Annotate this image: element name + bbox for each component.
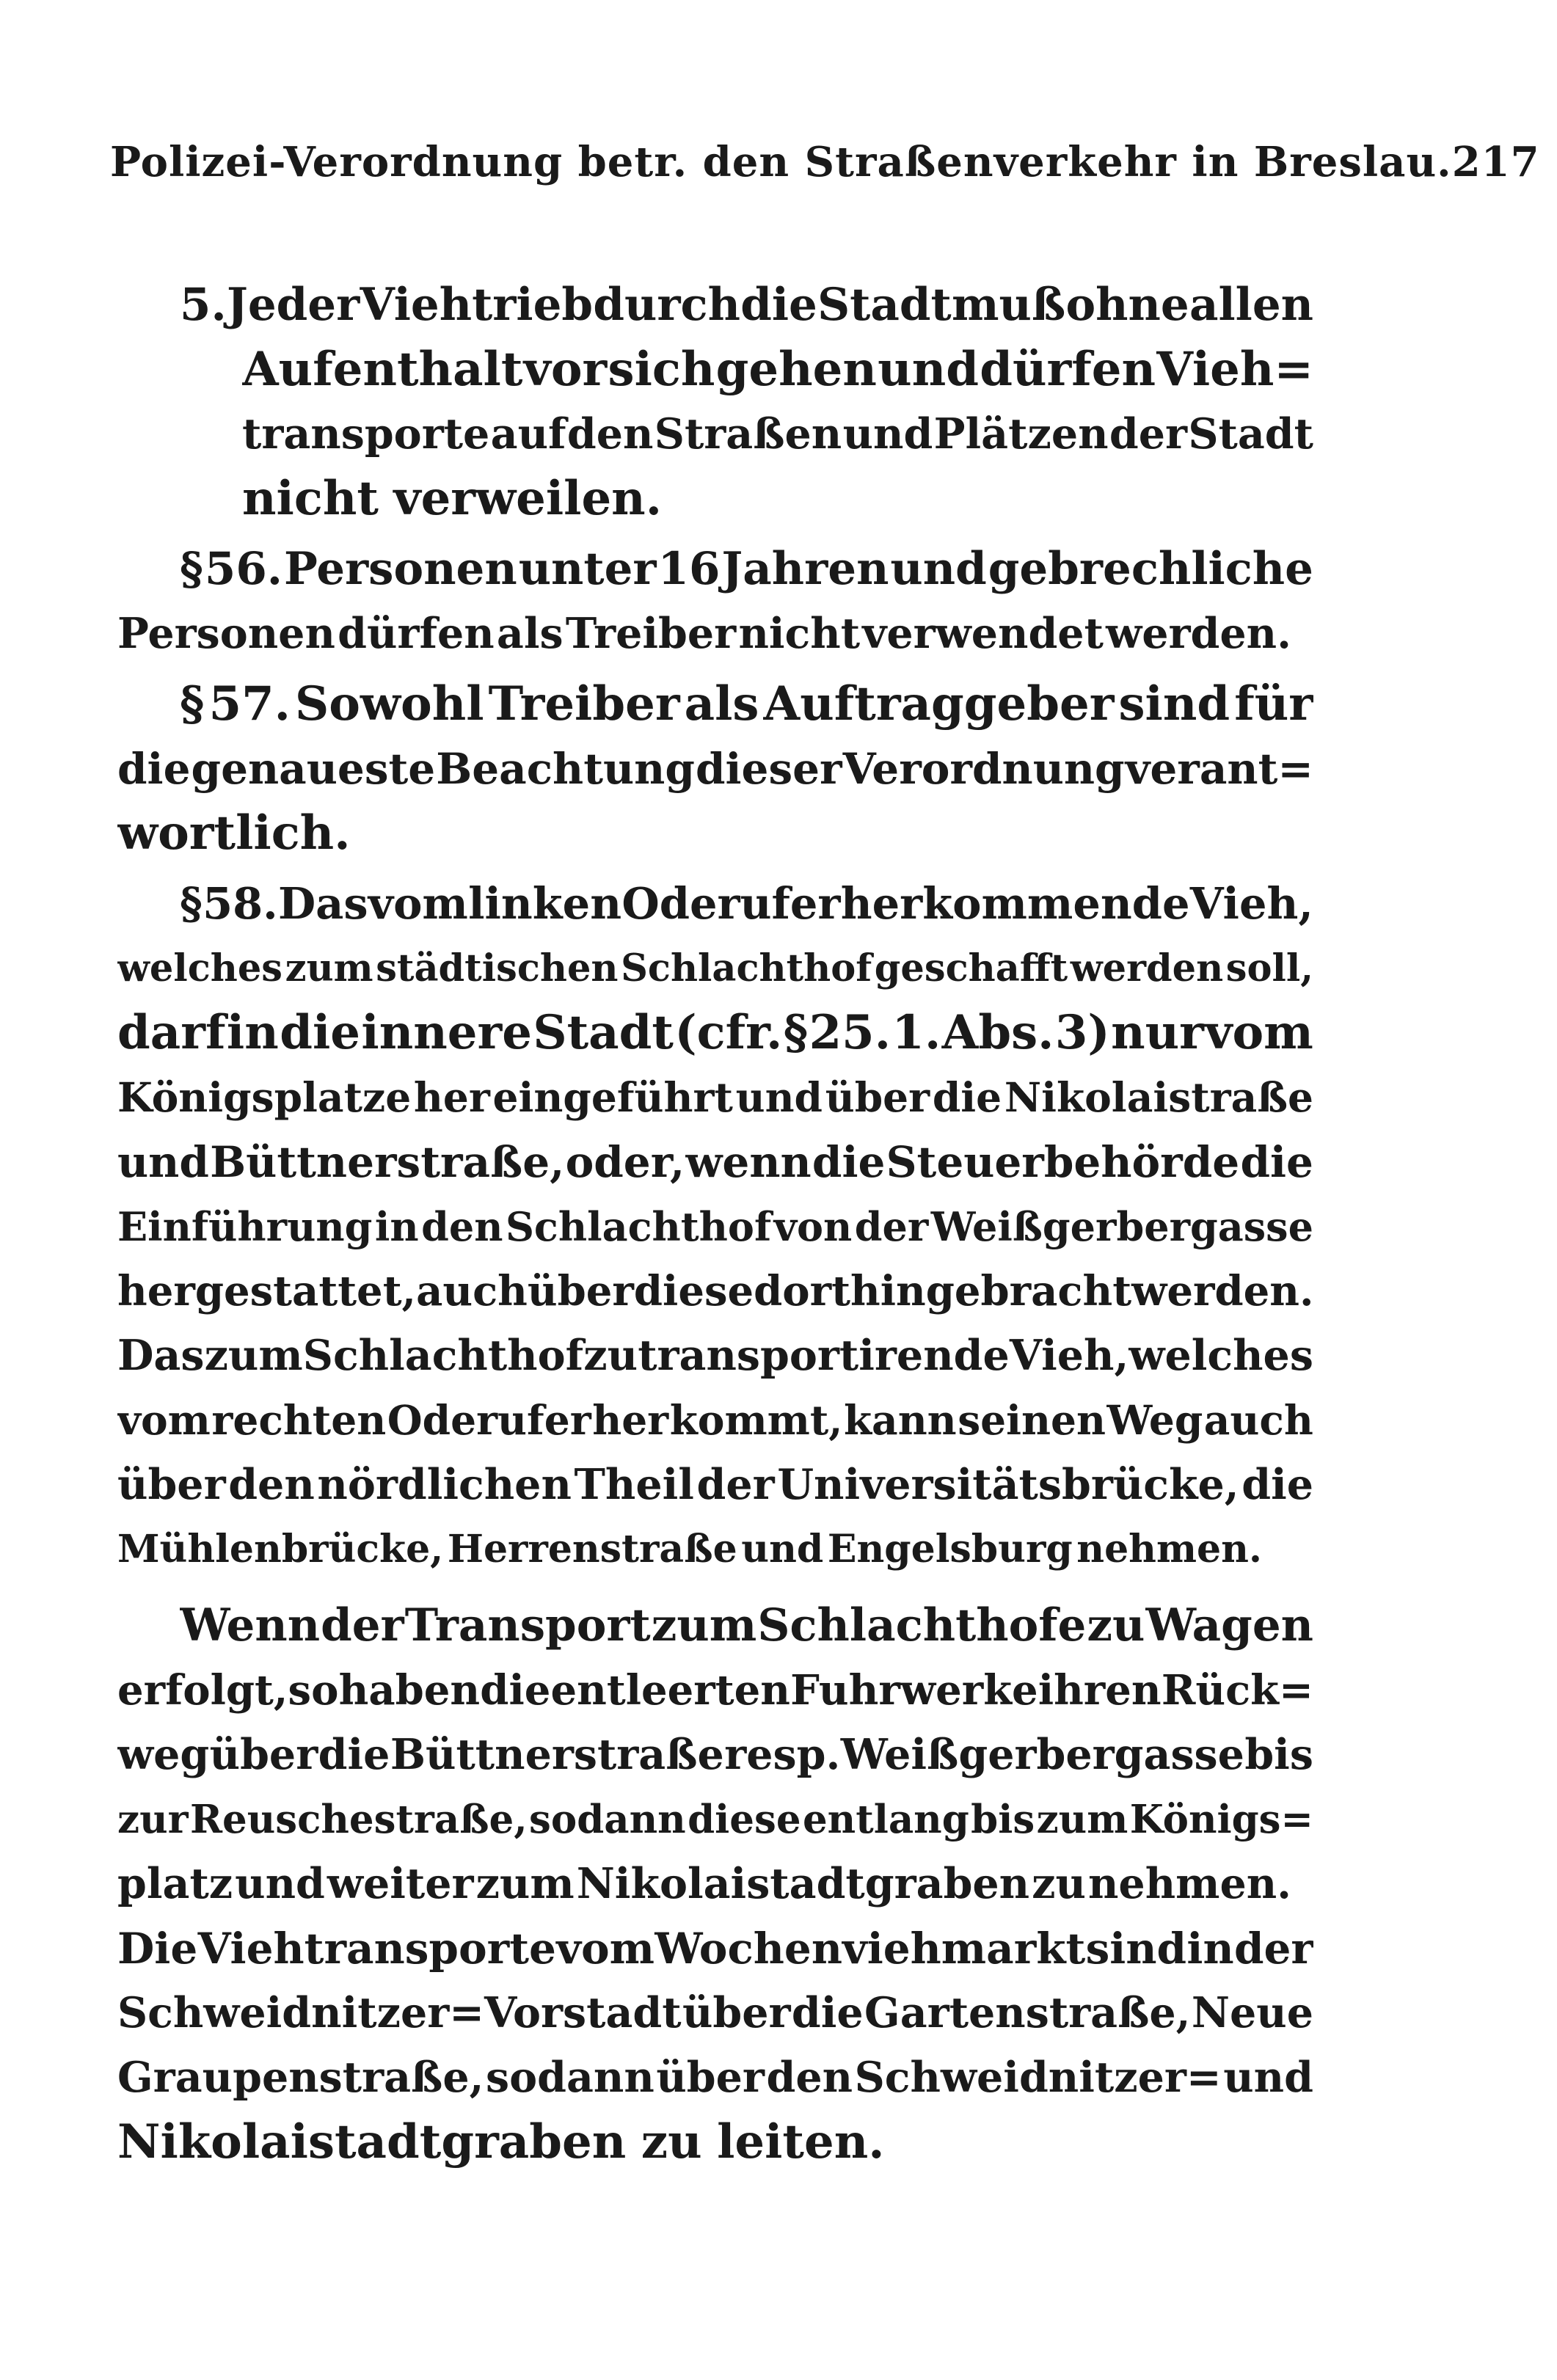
word: werden. (1131, 1267, 1313, 1315)
word: städtischen (376, 946, 619, 990)
word: Verordnung (842, 744, 1125, 794)
text-line (117, 2110, 1313, 2175)
word: zum (204, 1331, 303, 1380)
word: entlang (802, 1797, 969, 1842)
word: Neue (1191, 1988, 1313, 2037)
text-line (117, 1130, 1313, 1194)
word: gebracht (925, 1267, 1132, 1315)
word: sind (1085, 1924, 1187, 1974)
word: zu (641, 2114, 702, 2169)
word: nicht (738, 609, 861, 658)
word: Treiber (565, 609, 737, 658)
text-line (117, 801, 1313, 866)
word: weiter (327, 1859, 474, 1908)
word: vom (117, 1396, 211, 1444)
word: in (226, 1005, 279, 1060)
text-line (117, 1981, 1313, 2045)
word: der (1233, 1924, 1313, 1974)
word: eingeführt (492, 1073, 733, 1121)
word: Engelsburg (827, 1527, 1073, 1572)
text-line (180, 537, 1313, 602)
word: 3) (1054, 1005, 1110, 1060)
word: Oderufer (621, 878, 841, 929)
word: § (180, 878, 203, 929)
word: nehmen. (1076, 1527, 1262, 1572)
word: Schweidnitzer= (854, 2053, 1222, 2102)
word: linken (468, 878, 622, 929)
word: über (209, 1730, 318, 1779)
word: Plätzen (933, 409, 1109, 459)
word: gehen (715, 342, 877, 397)
word: die (280, 1005, 360, 1060)
word: 56. (204, 543, 283, 595)
word: und (890, 543, 987, 595)
word: Herrenstraße (447, 1527, 737, 1572)
word: zu (1087, 1599, 1145, 1651)
word: Stadt (1188, 409, 1313, 459)
word: Steuerbehörde (886, 1137, 1240, 1187)
word: welches (117, 946, 283, 990)
word: ohne (1065, 279, 1189, 331)
word: wenn (685, 1137, 812, 1187)
word: Theil (574, 1460, 694, 1509)
word: Personen (117, 609, 335, 658)
word: der (696, 1460, 775, 1509)
word: dürfen (338, 609, 495, 658)
word: rechten (211, 1396, 387, 1444)
word: Weg (1106, 1396, 1203, 1444)
word: oder, (565, 1137, 685, 1187)
word: sodann (529, 1797, 686, 1842)
page-number: 217 (1451, 138, 1540, 186)
word: Treiber (488, 676, 680, 731)
word: Schlachthof (621, 946, 872, 990)
word: Nikolaistraße (1004, 1073, 1313, 1121)
word: Gartenstraße, (864, 1988, 1191, 2037)
word: haben (338, 1666, 481, 1715)
word: darf (117, 1005, 226, 1060)
word: vom (1205, 1005, 1313, 1060)
word: entleerten (550, 1666, 790, 1715)
word: Aufenthalt (242, 342, 523, 397)
word: (cfr. (674, 1005, 783, 1060)
word: Universitätsbrücke, (777, 1460, 1239, 1509)
word: her (592, 1396, 669, 1444)
word: Auftraggeber (763, 676, 1115, 731)
word: Nikolaistadtgraben (117, 2114, 627, 2169)
text-line (180, 273, 1313, 337)
word: 57. (208, 676, 291, 731)
word: § (783, 1005, 809, 1060)
text-line (117, 1324, 1313, 1388)
word: verweilen. (393, 471, 662, 526)
word: Beachtung (436, 744, 695, 794)
word: sich (608, 342, 715, 397)
word: Nikolaistadtgraben (576, 1859, 1030, 1908)
word: Weißgerbergasse (840, 1730, 1244, 1779)
word: herkommende (840, 878, 1190, 929)
word: Stadt (533, 1005, 674, 1060)
word: zu (583, 1331, 638, 1380)
word: Wochenviehmarkt (654, 1924, 1086, 1974)
word: vom (368, 878, 468, 929)
word: Das (277, 878, 368, 929)
word: die (480, 1666, 551, 1715)
word: erfolgt, (117, 1666, 288, 1715)
word: den (566, 409, 654, 459)
word: Vieh, (1189, 878, 1313, 929)
word: zum (285, 946, 373, 990)
word: die (318, 1730, 390, 1779)
word: ihren (1038, 1666, 1162, 1715)
word: soll, (1225, 946, 1313, 990)
word: kann (843, 1396, 957, 1444)
word: für (1234, 676, 1313, 731)
word: Königs= (1129, 1797, 1313, 1842)
word: und (735, 1073, 823, 1121)
word: Oderufer (387, 1396, 591, 1444)
text-line (117, 2045, 1313, 2110)
word: Weißgerbergasse (930, 1203, 1313, 1250)
word: und (1223, 2053, 1313, 2102)
word: vom (556, 1924, 655, 1974)
word: platz (117, 1859, 233, 1908)
word: bis (971, 1797, 1035, 1842)
word: Transport (404, 1599, 651, 1651)
word: Einführung (117, 1203, 373, 1250)
word: und (842, 409, 933, 459)
word: über (825, 1073, 930, 1121)
word: Wagen (1145, 1599, 1313, 1651)
word: die (812, 1137, 886, 1187)
word: seinen (958, 1396, 1106, 1444)
word: so (288, 1666, 339, 1715)
word: § (180, 676, 205, 731)
word: und (878, 342, 979, 397)
word: Mühlenbrücke, (117, 1527, 444, 1572)
word: Jahren (721, 543, 889, 595)
word: von (773, 1203, 853, 1250)
word: welches (1128, 1331, 1313, 1380)
word: zu (1032, 1859, 1086, 1908)
word: resp. (724, 1730, 841, 1779)
word: Vieh, (1009, 1331, 1129, 1380)
word: Schlachthof (302, 1331, 584, 1380)
text-line (117, 737, 1313, 801)
word: auf (490, 409, 566, 459)
word: geschafft (874, 946, 1068, 990)
word: in (1186, 1924, 1234, 1974)
word: über (656, 2053, 765, 2102)
word: gestattet, (194, 1267, 417, 1315)
word: als (496, 609, 564, 658)
word: gebrechliche (988, 543, 1313, 595)
word: nicht (242, 471, 379, 526)
word: verwendet (862, 609, 1104, 658)
word: Das (117, 1331, 205, 1380)
text-line (117, 1065, 1313, 1130)
running-title: Polizei-Verordnung betr. den Straßenverkehr in Breslau. (110, 138, 1452, 186)
word: Abs. (941, 1005, 1054, 1060)
word: Reuschestraße, (189, 1797, 528, 1842)
word: zum (475, 1859, 575, 1908)
word: auch (1203, 1396, 1313, 1444)
word: § (180, 543, 203, 595)
word: Schlachthof (505, 1203, 772, 1250)
word: werden. (1106, 609, 1291, 658)
word: leiten. (717, 2114, 885, 2169)
word: die (791, 1988, 864, 2037)
word: diese (633, 1267, 754, 1315)
text-line (117, 1517, 1262, 1582)
word: Personen (284, 543, 517, 595)
text-line (117, 1852, 1291, 1916)
word: diese (688, 1797, 801, 1842)
word: sodann (486, 2053, 654, 2102)
word: und (117, 1137, 209, 1187)
text-line (117, 602, 1291, 666)
word: dürfen (980, 342, 1156, 397)
word: über (117, 1460, 226, 1509)
word: Graupenstraße, (117, 2053, 484, 2102)
word: wortlich. (117, 806, 351, 861)
word: transporte (242, 409, 490, 459)
text-line (117, 1787, 1313, 1852)
word: weg (117, 1730, 210, 1779)
word: nehmen. (1087, 1859, 1291, 1908)
word: die (1241, 1460, 1313, 1509)
word: genaueste (191, 744, 436, 794)
word: Büttnerstraße, (210, 1137, 565, 1187)
word: her (117, 1267, 195, 1315)
word: und (741, 1527, 824, 1572)
text-line (180, 872, 1313, 936)
word: Büttnerstraße (390, 1730, 724, 1779)
word: her (413, 1073, 490, 1121)
text-line (117, 1388, 1313, 1453)
word: 16 (657, 543, 721, 595)
word: durch (593, 279, 740, 331)
word: werden (1070, 946, 1224, 990)
word: die (932, 1073, 1002, 1121)
word: den (766, 2053, 853, 2102)
word: Fuhrwerke (790, 1666, 1038, 1715)
word: Wenn (180, 1599, 321, 1651)
word: Schweidnitzer=Vorstadt (117, 1988, 682, 2037)
word: und (235, 1859, 325, 1908)
word: bis (1244, 1730, 1313, 1779)
word: Vieh= (1156, 342, 1313, 397)
word: nördlichen (317, 1460, 572, 1509)
word: Jeder (226, 279, 360, 331)
word: Königsplatze (117, 1073, 412, 1121)
word: die (117, 744, 191, 794)
word: den (421, 1203, 503, 1250)
word: Stadt (817, 279, 952, 331)
word: die (740, 279, 817, 331)
word: 25. (809, 1005, 891, 1060)
word: muß (951, 279, 1066, 331)
word: zum (1036, 1797, 1128, 1842)
word: dorthin (754, 1267, 926, 1315)
word: Die (117, 1924, 198, 1974)
word: 5. (180, 279, 227, 331)
text-line (117, 1658, 1313, 1723)
text-line (180, 672, 1313, 737)
word: dieser (695, 744, 842, 794)
word: über (527, 1267, 634, 1315)
word: der (1109, 409, 1188, 459)
word: Viehtransporte (197, 1924, 556, 1974)
word: allen (1189, 279, 1313, 331)
word: vor (523, 342, 608, 397)
word: die (1240, 1137, 1313, 1187)
word: Viehtrieb (360, 279, 594, 331)
word: kommt, (669, 1396, 843, 1444)
text-line (242, 402, 1313, 467)
word: verant= (1125, 744, 1313, 794)
text-line (117, 1723, 1313, 1787)
word: unter (518, 543, 657, 595)
word: transportirende (638, 1331, 1010, 1380)
word: auch (416, 1267, 528, 1315)
text-line (242, 467, 1313, 531)
word: Straßen (654, 409, 842, 459)
word: als (684, 676, 759, 731)
word: 58. (203, 878, 278, 929)
word: in (374, 1203, 419, 1250)
word: zum (651, 1599, 757, 1651)
word: zur (117, 1797, 189, 1842)
text-line (117, 936, 1313, 1001)
text-line (117, 1453, 1313, 1517)
word: innere (361, 1005, 532, 1060)
word: über (682, 1988, 791, 2037)
text-line (117, 1001, 1313, 1065)
word: der (854, 1203, 929, 1250)
word: den (228, 1460, 315, 1509)
word: der (321, 1599, 404, 1651)
text-line (117, 1916, 1313, 1981)
text-line (180, 1594, 1313, 1658)
text-line (117, 1259, 1313, 1324)
text-line (117, 1194, 1313, 1259)
word: nur (1111, 1005, 1204, 1060)
word: 1. (891, 1005, 941, 1060)
word: Sowohl (295, 676, 484, 731)
word: Rück= (1161, 1666, 1313, 1715)
word: sind (1118, 676, 1230, 731)
text-line (242, 337, 1313, 402)
word: Schlachthofe (757, 1599, 1087, 1651)
